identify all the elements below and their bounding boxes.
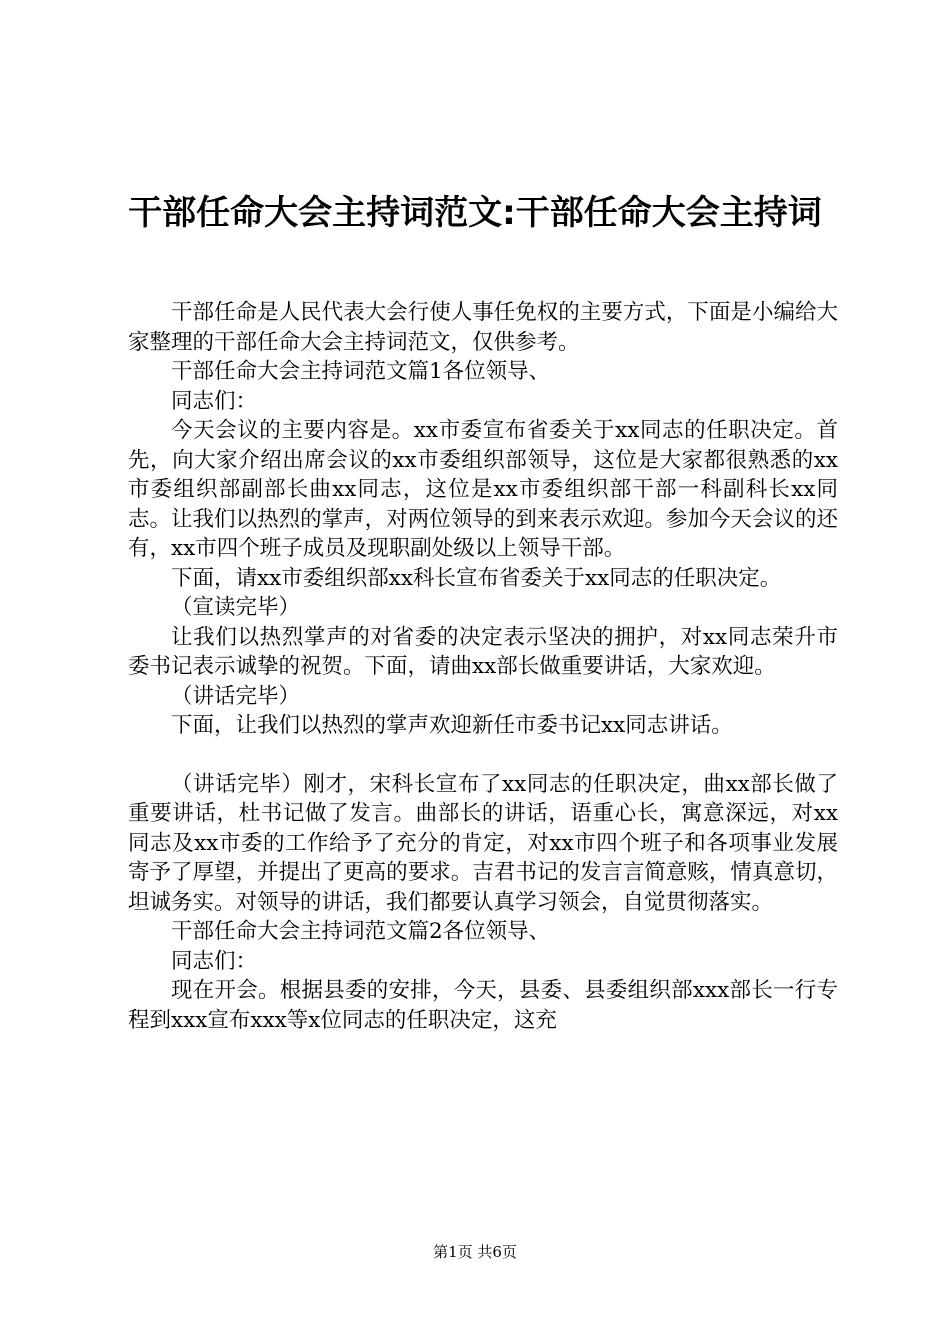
body-paragraph: 让我们以热烈掌声的对省委的决定表示坚决的拥护，对xx同志荣升市委书记表示诚挚的祝贺。下面，请曲xx部长做重要讲话，大家欢迎。 (128, 624, 838, 679)
salutation: 同志们： (171, 948, 258, 974)
document-title: 干部任命大会主持词范文:干部任命大会主持词 (128, 193, 822, 233)
body-paragraph: 现在开会。根据县委的安排，今天，县委、县委组织部xxx部长一行专程到xxx宣布xxx等x位同志的任职决定，这充 (128, 978, 838, 1033)
section-heading-1: 干部任命大会主持词范文篇1各位领导、 (171, 359, 551, 384)
body-paragraph: 今天会议的主要内容是。xx市委宣布省委关于xx同志的任职决定。首先，向大家介绍出席会议的xx市委组织部领导，这位是大家都很熟悉的xx市委组织部副部长曲xx同志，这位是xx市委组织部干部一科副科长xx同志。让我们以热烈的掌声，对两位领导的到来表示欢迎。参加今天会议的还有，xx市四个班子成员及现职副处级以上领导干部。 (128, 418, 838, 561)
body-paragraph: （讲话完毕）刚才，宋科长宣布了xx同志的任职决定，曲xx部长做了重要讲话，杜书记做了发言。曲部长的讲话，语重心长，寓意深远，对xx同志及xx市委的工作给予了充分的肯定，对xx市四个班子和各项事业发展寄予了厚望，并提出了更高的要求。吉君书记的发言言简意赅，情真意切，坦诚务实。对领导的讲话，我们都要认真学习领会，自觉贯彻落实。 (128, 771, 838, 915)
document-body (128, 298, 838, 1035)
section-heading-2: 干部任命大会主持词范文篇2各位领导、 (171, 919, 551, 944)
stage-note: （宣读完毕） (171, 595, 301, 620)
body-paragraph: 下面，请xx市委组织部xx科长宣布省委关于xx同志的任职决定。 (171, 565, 782, 591)
body-paragraph: 下面，让我们以热烈的掌声欢迎新任市委书记xx同志讲话。 (171, 713, 733, 738)
salutation: 同志们： (171, 388, 258, 414)
page-footer: 第1页 共6页 (433, 1243, 517, 1261)
intro-paragraph: 干部任命是人民代表大会行使人事任免权的主要方式，下面是小编给大家整理的干部任命大会主持词范文，仅供参考。 (128, 300, 838, 355)
stage-note: （讲话完毕） (171, 683, 301, 709)
blank-line (128, 741, 838, 770)
